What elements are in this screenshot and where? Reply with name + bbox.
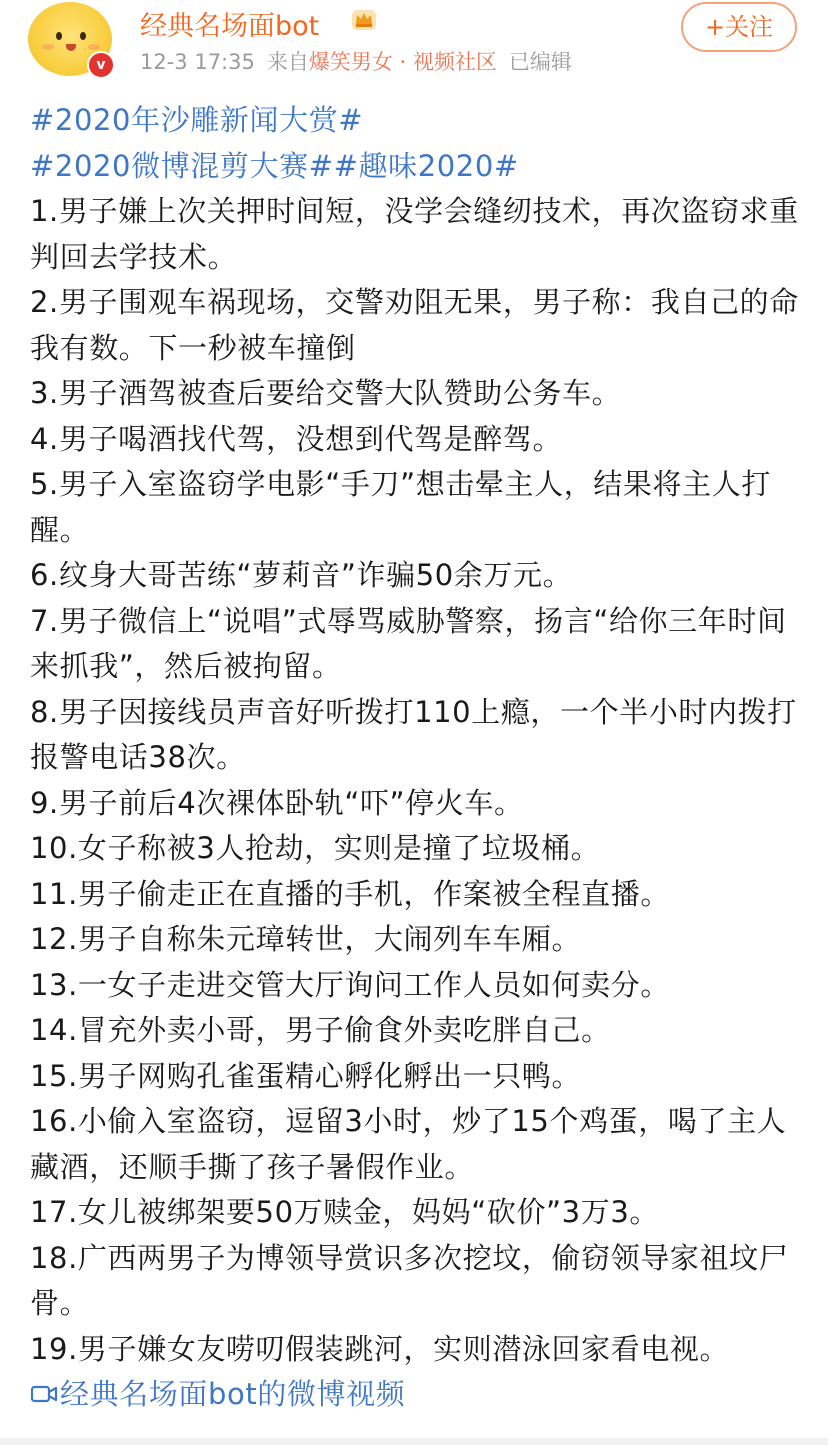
list-item: 9.男子前后4次裸体卧轨“吓”停火车。	[30, 785, 524, 820]
list-item: 12.男子自称朱元璋转世，大闹列车车厢。	[30, 922, 582, 956]
list-item: 15.男子网购孔雀蛋精心孵化孵出一只鸭。	[30, 1058, 582, 1093]
video-link[interactable]	[30, 1372, 815, 1418]
list-item: 1.男子嫌上次关押时间短，没学会缝纫技术，再次盗窃求重判回去学技术。	[30, 194, 799, 274]
list-item: 7.男子微信上“说唱”式辱骂威胁警察，扬言“给你三年时间来抓我”，然后被拘留。	[30, 603, 787, 683]
avatar-blush	[42, 44, 54, 50]
list-item: 14.冒充外卖小哥，男子偷食外卖吃胖自己。	[30, 1013, 611, 1047]
list-item: 17.女儿被绑架要50万赎金，妈妈“砍价”3万3。	[30, 1195, 659, 1229]
list-item: 16.小偷入室盗窃，逗留3小时，炒了15个鸡蛋，喝了主人藏酒，还顺手撕了孩子暑假作业。	[30, 1104, 787, 1184]
avatar-blush	[88, 44, 100, 50]
source-link[interactable]: 爆笑男女 · 视频社区	[308, 50, 497, 74]
hashtag-link[interactable]: #2020年沙雕新闻大赏#	[30, 103, 364, 137]
post-meta	[140, 46, 572, 76]
hashtag-link[interactable]: #2020微博混剪大赛##趣味2020#	[30, 148, 519, 183]
list-item: 13.一女子走进交管大厅询问工作人员如何卖分。	[30, 967, 670, 1002]
divider	[0, 1438, 828, 1445]
list-item: 5.男子入室盗窃学电影“手刀”想击晕主人，结果将主人打醒。	[30, 467, 771, 547]
crown-icon	[350, 6, 378, 32]
list-item: 18.广西两男子为博领导赏识多次挖坟，偷窃领导家祖坟尸骨。	[30, 1240, 789, 1320]
follow-button[interactable]: +关注	[681, 2, 797, 52]
list-item: 11.男子偷走正在直播的手机，作案被全程直播。	[30, 876, 670, 911]
video-link-label: 经典名场面bot的微博视频	[60, 1377, 406, 1411]
list-item: 4.男子喝酒找代驾，没想到代驾是醉驾。	[30, 421, 563, 456]
list-item: 6.纹身大哥苦练“萝莉音”诈骗50余万元。	[30, 558, 573, 592]
list-item: 3.男子酒驾被查后要给交警大队赞助公务车。	[30, 376, 622, 410]
list-item: 19.男子嫌女友唠叨假装跳河，实则潜泳回家看电视。	[30, 1331, 730, 1366]
source-prefix: 来自	[266, 50, 309, 74]
avatar-eye	[80, 32, 86, 40]
list-item: 8.男子因接线员声音好听拨打110上瘾，一个半小时内拨打报警电话38次。	[30, 694, 797, 774]
edited-label: 已编辑	[508, 50, 572, 74]
post-content	[30, 98, 815, 1418]
list-item: 2.男子围观车祸现场，交警劝阻无果，男子称：我自己的命我有数。下一秒被车撞倒	[30, 285, 799, 365]
username[interactable]: 经典名场面bot	[140, 11, 320, 42]
avatar-eye	[56, 32, 62, 40]
avatar-mouth	[66, 44, 76, 51]
video-camera-icon	[30, 1383, 58, 1405]
post-timestamp: 12-3 17:35	[140, 50, 255, 74]
list-item: 10.女子称被3人抢劫，实则是撞了垃圾桶。	[30, 831, 601, 865]
verified-badge-icon: v	[87, 51, 115, 79]
